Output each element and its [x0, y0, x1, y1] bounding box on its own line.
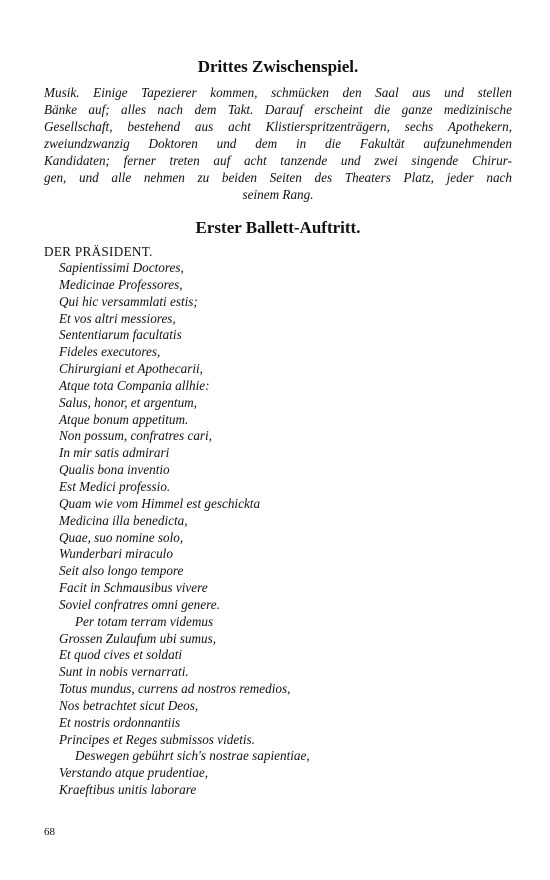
- verse-line: Fideles executores,: [59, 344, 161, 360]
- verse-line: Deswegen gebührt sich's nostrae sapientiae,: [75, 748, 310, 764]
- verse-line: Qui hic versammlati estis;: [59, 293, 198, 309]
- verse-line: Sunt in nobis vernarrati.: [59, 664, 189, 680]
- stage-direction-line: seinem Rang.: [242, 187, 314, 202]
- verse-line: Soviel confratres omni genere.: [59, 596, 220, 612]
- verse-line: Salus, honor, et argentum,: [59, 394, 197, 410]
- verse-line: Seit also longo tempore: [59, 563, 184, 579]
- stage-direction-line: Bänke auf; alles nach dem Takt. Darauf erscheint die ganze medizinische: [44, 102, 512, 117]
- verse-line: Quae, suo nomine solo,: [59, 529, 184, 545]
- stage-direction-line: Musik. Einige Tapezierer kommen, schmücken den Saal aus und stellen: [44, 85, 512, 100]
- verse-line: Medicinae Professores,: [59, 276, 183, 292]
- verse-line: Qualis bona inventio: [59, 462, 170, 478]
- verse-line: Sapientissimi Doctores,: [59, 260, 184, 275]
- stage-direction-line: gen, und alle nehmen zu beiden Seiten des Theaters Platz, jeder nach: [44, 170, 512, 185]
- ballet-scene-heading: Erster Ballett-Auftritt.: [195, 218, 361, 237]
- stage-direction-line: zweiundzwanzig Doktoren und dem in die Fakultät aufzunehmenden: [44, 136, 512, 151]
- verse-line: Quam wie vom Himmel est geschickta: [59, 495, 261, 511]
- verse-line: Per totam terram videmus: [75, 613, 214, 629]
- verse-line: Et quod cives et soldati: [59, 647, 183, 663]
- verse-block: [44, 260, 512, 799]
- verse-line: Facit in Schmausibus vivere: [59, 580, 208, 596]
- speaker-name: DER PRÄSIDENT.: [44, 244, 153, 259]
- verse-line: Medicina illa benedicta,: [59, 512, 188, 528]
- verse-line: Grossen Zulaufum ubi sumus,: [59, 630, 217, 646]
- verse-line: Atque tota Compania allhie:: [59, 377, 210, 393]
- stage-direction-line: Kandidaten; ferner treten auf acht tanzende und zwei singende Chirur-: [44, 153, 512, 168]
- verse-line: Wunderbari miraculo: [59, 546, 173, 562]
- verse-line: Kraeftibus unitis laborare: [59, 782, 197, 798]
- verse-line: Est Medici professio.: [59, 478, 171, 494]
- verse-line: Totus mundus, currens ad nostros remedios,: [59, 681, 291, 697]
- verse-line: Et vos altri messiores,: [59, 310, 176, 326]
- stage-direction: [44, 84, 512, 203]
- verse-line: Verstando atque prudentiae,: [59, 765, 209, 781]
- verse-line: Nos betrachtet sicut Deos,: [59, 697, 199, 713]
- verse-line: Non possum, confratres cari,: [59, 428, 213, 444]
- verse-line: Et nostris ordonnantiis: [59, 714, 181, 730]
- book-page: [44, 56, 512, 799]
- verse-line: Chirurgiani et Apothecarii,: [59, 361, 203, 377]
- interlude-heading: Drittes Zwischenspiel.: [197, 57, 359, 76]
- verse-line: Principes et Reges submissos videtis.: [59, 731, 255, 747]
- stage-direction-line: Gesellschaft, bestehend aus acht Klistierspritzenträgern, sechs Apothekern,: [44, 119, 512, 134]
- verse-line: Sententiarum facultatis: [59, 327, 182, 343]
- verse-line: Atque bonum appetitum.: [59, 411, 189, 427]
- verse-line: In mir satis admirari: [59, 445, 170, 461]
- page-number: 68: [44, 826, 55, 838]
